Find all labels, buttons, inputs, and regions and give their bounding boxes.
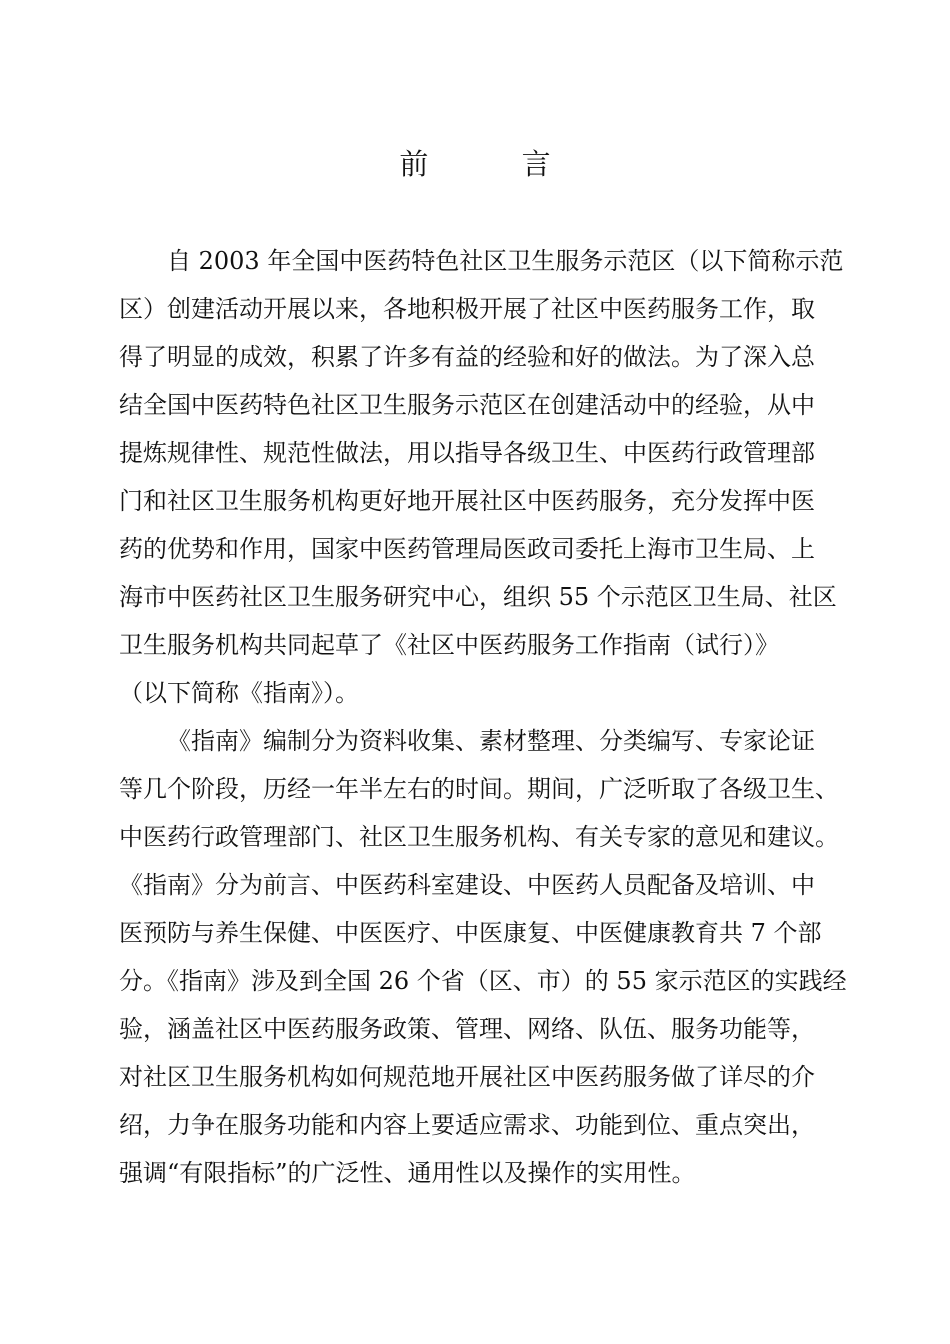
text-line: （以下简称《指南》）。	[119, 679, 359, 707]
text-line: 得了明显的成效，积累了许多有益的经验和好的做法。为了深入总	[119, 343, 815, 371]
text-line: 区）创建活动开展以来，各地积极开展了社区中医药服务工作，取	[119, 295, 815, 323]
text-line: 等几个阶段，历经一年半左右的时间。期间，广泛听取了各级卫生、	[119, 775, 839, 803]
page-title: 前 言	[399, 147, 593, 181]
text-line: 提炼规律性、规范性做法，用以指导各级卫生、中医药行政管理部	[119, 439, 815, 467]
text-line: 绍，力争在服务功能和内容上要适应需求、功能到位、重点突出，	[119, 1111, 815, 1139]
text-line: 验，涵盖社区中医药服务政策、管理、网络、队伍、服务功能等，	[119, 1015, 815, 1043]
text-line: 《指南》编制分为资料收集、素材整理、分类编写、专家论证	[167, 727, 815, 755]
text-line: 卫生服务机构共同起草了《社区中医药服务工作指南（试行）》	[119, 631, 779, 659]
text-line: 结全国中医药特色社区卫生服务示范区在创建活动中的经验，从中	[119, 391, 815, 419]
text-line: 强调“有限指标”的广泛性、通用性以及操作的实用性。	[119, 1159, 696, 1187]
text-line: 海市中医药社区卫生服务研究中心，组织 55 个示范区卫生局、社区	[119, 583, 837, 611]
text-line: 对社区卫生服务机构如何规范地开展社区中医药服务做了详尽的介	[119, 1063, 815, 1091]
text-line: 医预防与养生保健、中医医疗、中医康复、中医健康教育共 7 个部	[119, 919, 822, 947]
text-line: 自 2003 年全国中医药特色社区卫生服务示范区（以下简称示范	[167, 247, 844, 275]
text-line: 门和社区卫生服务机构更好地开展社区中医药服务，充分发挥中医	[119, 487, 815, 515]
text-line: 药的优势和作用，国家中医药管理局医政司委托上海市卫生局、上	[119, 535, 815, 563]
text-line: 《指南》分为前言、中医药科室建设、中医药人员配备及培训、中	[119, 871, 815, 899]
text-line: 分。《指南》涉及到全国 26 个省（区、市）的 55 家示范区的实践经	[119, 967, 847, 995]
text-line: 中医药行政管理部门、社区卫生服务机构、有关专家的意见和建议。	[119, 823, 839, 851]
